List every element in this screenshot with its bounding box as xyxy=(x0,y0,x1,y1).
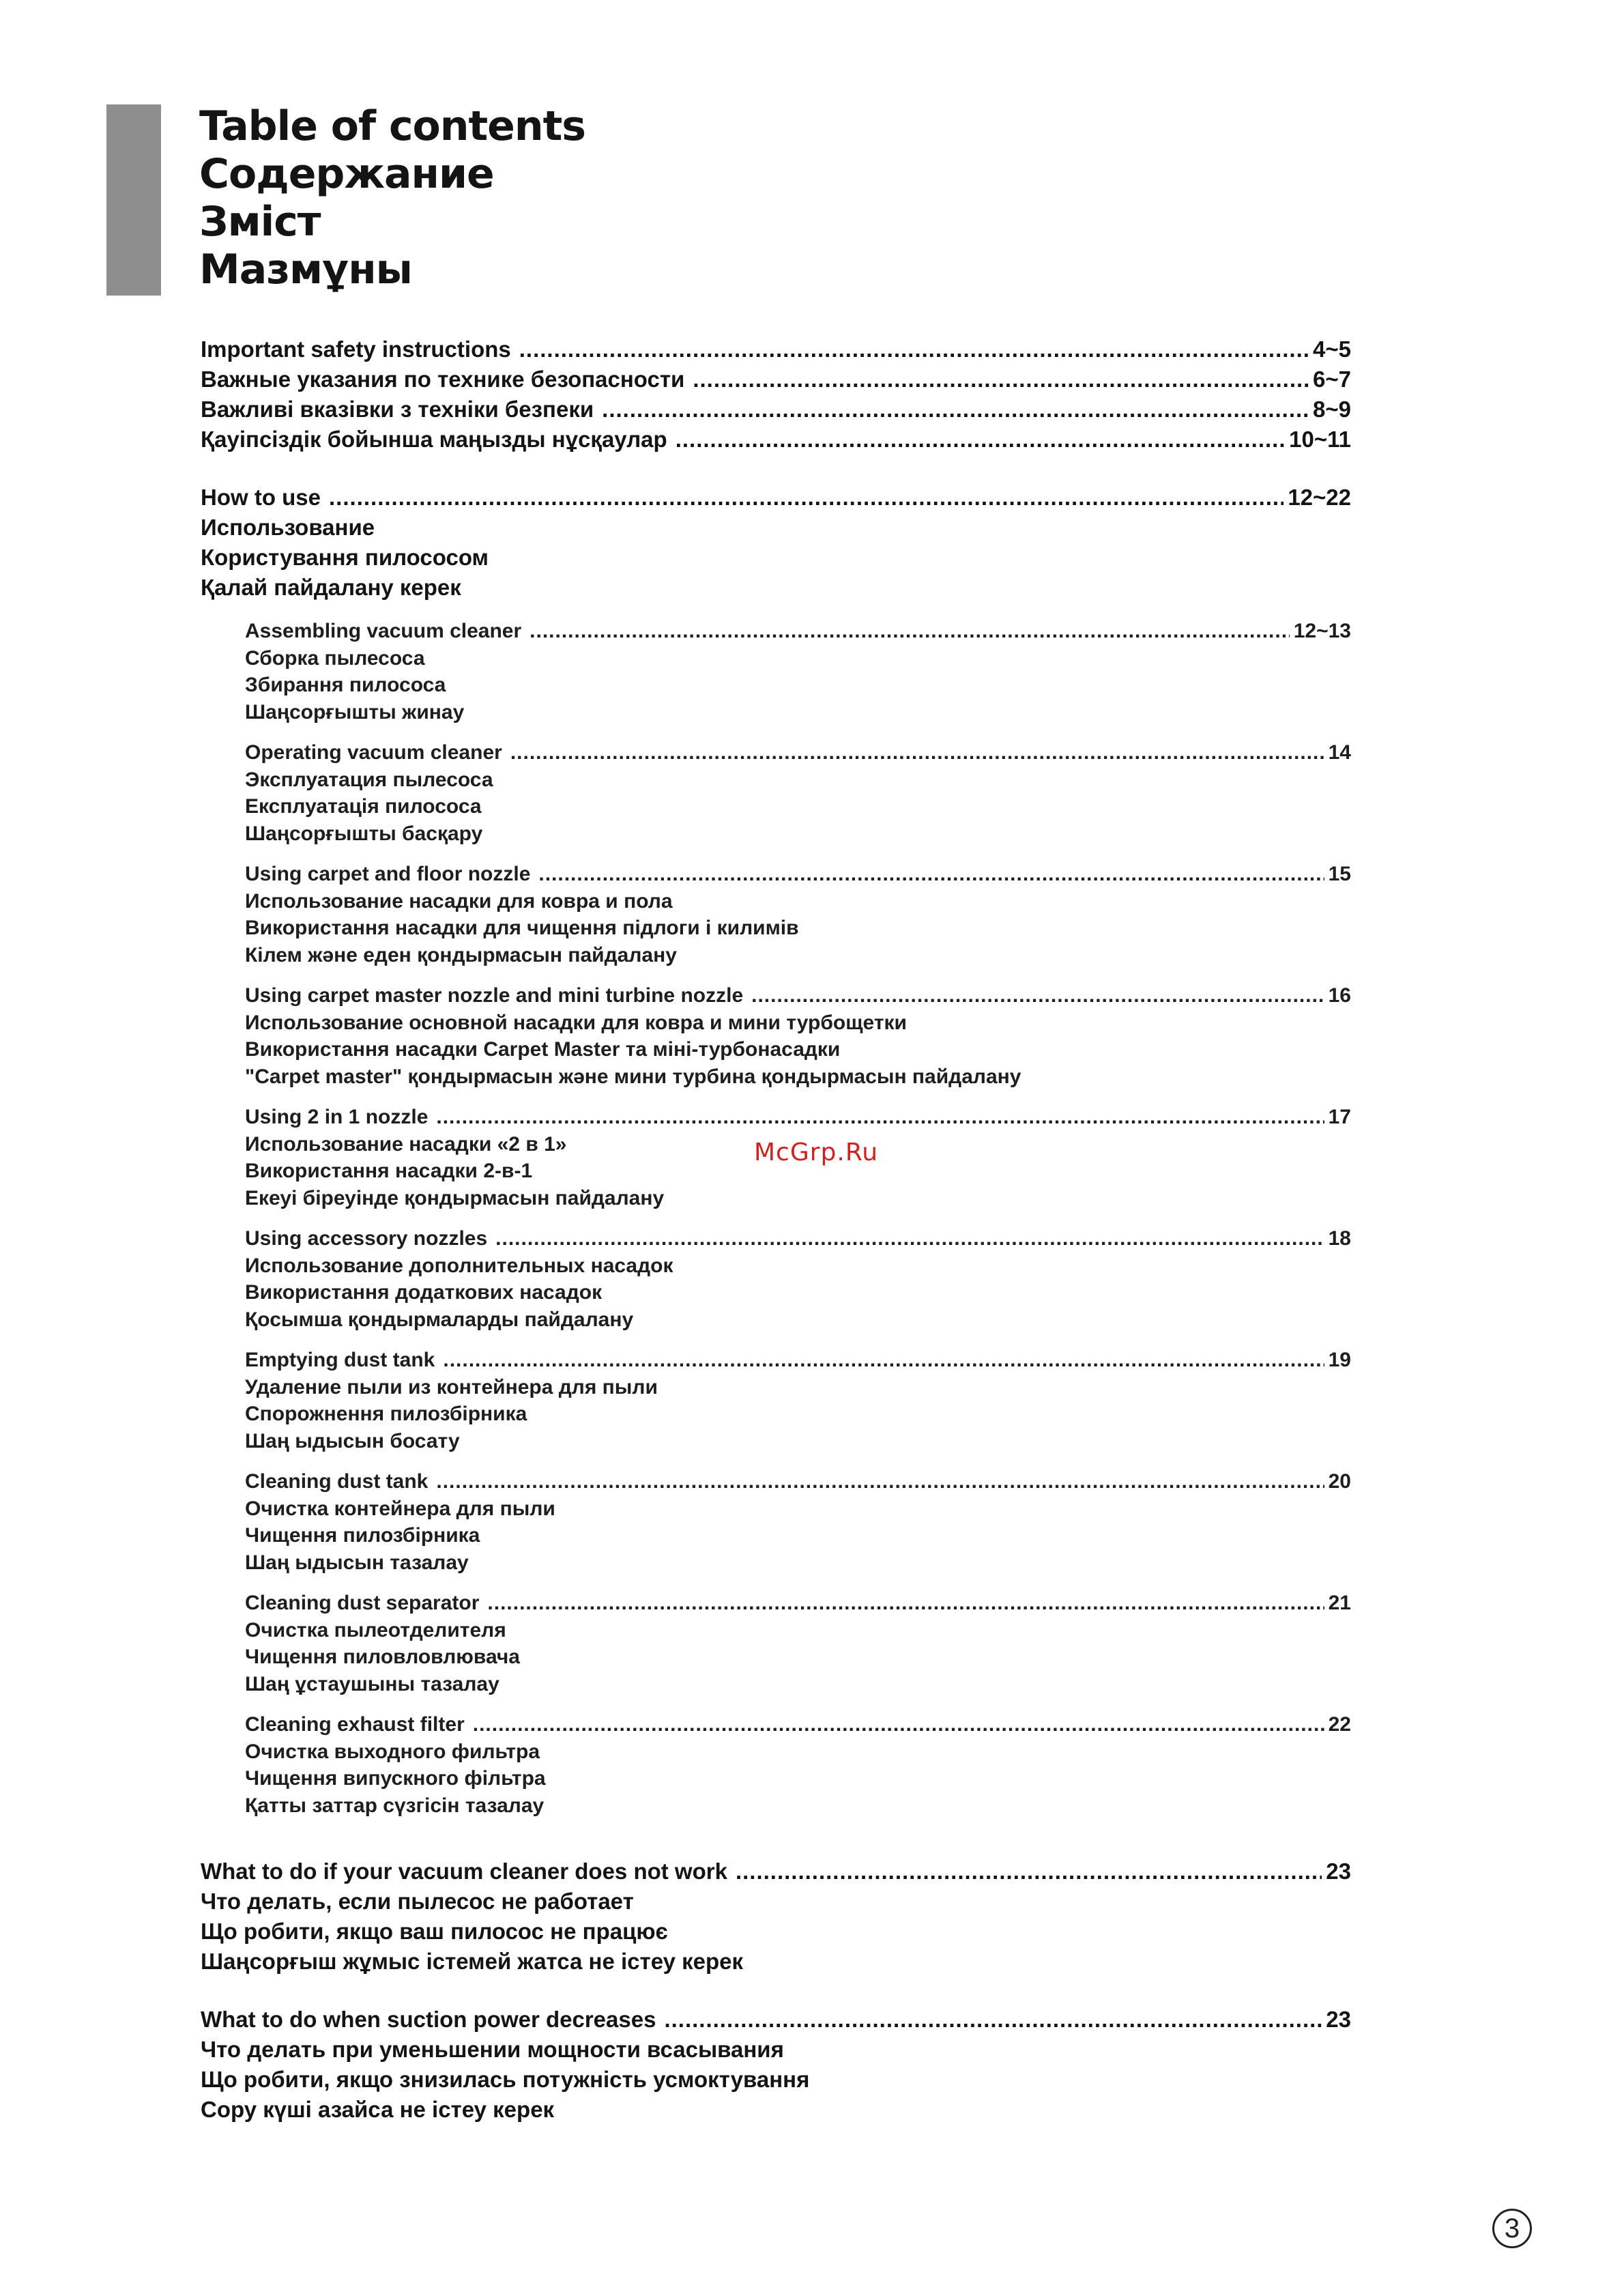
page-ref: 23 xyxy=(1326,2007,1351,2032)
toc-subsection[interactable]: Using accessory nozzles ..... 18 Использование дополнительных насадок Використання додаткових насадок Қосымша қондырмаларды пайдалану xyxy=(245,1225,1351,1333)
toc-entry[interactable]: What to do if your vacuum cleaner does not work ..... 23 xyxy=(201,1856,1351,1887)
toc-entry-translation: Користування пилососом xyxy=(201,545,489,570)
toc-subsection[interactable]: Using carpet and floor nozzle ..... 15 Использование насадки для ковра и пола Використання насадки для чищення підлоги і килимів Кілем және еден қондырмасын пайдалану xyxy=(245,861,1351,969)
toc-subsection[interactable]: Using carpet master nozzle and mini turbine nozzle ..... 16 Использование основной насадки для ковра и мини турбощетки Використання насадки Carpet Master та міні-турбонасадки "Carpet master" қондырмасын және мини турбина қондырмасын пайдалану xyxy=(245,982,1351,1090)
toc-entry[interactable]: Қауіпсіздік бойынша маңызды нұсқаулар ..... 10~11 xyxy=(201,425,1351,455)
page-ref: 15 xyxy=(1328,863,1351,885)
toc-list xyxy=(201,334,1351,2153)
toc-entry-translation: Що робити, якщо знизилась потужність усмоктування xyxy=(201,2067,810,2092)
watermark: McGrp.Ru xyxy=(754,1138,879,1166)
page-title xyxy=(199,102,585,293)
toc-subsection[interactable]: Assembling vacuum cleaner ..... 12~13 Сборка пылесоса Збирання пилососа Шаңсорғышты жинау xyxy=(245,618,1351,726)
toc-entry-translation: Шаңсорғыш жұмыс істемей жатса не істеу керек xyxy=(201,1949,744,1974)
toc-section-troubleshooting xyxy=(201,1856,1351,1977)
page-number: 3 xyxy=(1492,2209,1532,2248)
toc-subsection[interactable]: Cleaning exhaust filter ..... 22 Очистка выходного фильтра Чищення випускного фільтра Қатты заттар сүзгісін тазалау xyxy=(245,1711,1351,1819)
page-ref: 18 xyxy=(1328,1227,1351,1250)
page-ref: 4~5 xyxy=(1313,336,1351,362)
toc-entry-translation: Что делать при уменьшении мощности всасывания xyxy=(201,2037,784,2062)
toc-subsection[interactable]: Cleaning dust tank ..... 20 Очистка контейнера для пыли Чищення пилозбірника Шаң ыдысын тазалау xyxy=(245,1468,1351,1576)
toc-entry-translation: Қалай пайдалану керек xyxy=(201,575,461,600)
toc-section-safety xyxy=(201,334,1351,455)
toc-section-suction xyxy=(201,2005,1351,2125)
page-ref: 22 xyxy=(1328,1713,1351,1736)
title-ru: Содержание xyxy=(199,150,494,198)
title-uk: Зміст xyxy=(199,198,321,246)
toc-subsection[interactable]: Emptying dust tank ..... 19 Удаление пыли из контейнера для пыли Спорожнення пилозбірника Шаң ыдысын босату xyxy=(245,1347,1351,1454)
toc-entry[interactable]: Важливі вказівки з техніки безпеки ..... 8~9 xyxy=(201,395,1351,425)
page-ref: 21 xyxy=(1328,1592,1351,1614)
title-en: Table of contents xyxy=(199,102,585,150)
toc-entry[interactable]: Важные указания по технике безопасности ..... 6~7 xyxy=(201,364,1351,395)
toc-entry[interactable]: Important safety instructions ..... 4~5 xyxy=(201,334,1351,364)
toc-subsection[interactable]: Using 2 in 1 nozzle ..... 17 Использование насадки «2 в 1» Використання насадки 2-в-1 Екеуі біреуінде қондырмасын пайдалану xyxy=(245,1104,1351,1211)
toc-entry[interactable]: How to use ..... 12~22 xyxy=(201,483,1351,513)
side-accent-bar xyxy=(106,104,161,296)
toc-subsection[interactable]: Operating vacuum cleaner ..... 14 Эксплуатация пылесоса Експлуатація пилососа Шаңсорғышты басқару xyxy=(245,739,1351,847)
page-ref: 23 xyxy=(1326,1859,1351,1884)
toc-subsection[interactable]: Cleaning dust separator ..... 21 Очистка пылеотделителя Чищення пиловловлювача Шаң ұстаушыны тазалау xyxy=(245,1590,1351,1697)
page-ref: 19 xyxy=(1328,1349,1351,1371)
page-ref: 14 xyxy=(1328,741,1351,764)
page-ref: 8~9 xyxy=(1313,397,1351,422)
toc-entry-translation: Использование xyxy=(201,515,375,540)
page-ref: 12~13 xyxy=(1293,620,1351,642)
page-ref: 6~7 xyxy=(1313,367,1351,392)
page-ref: 10~11 xyxy=(1289,427,1351,452)
page-ref: 16 xyxy=(1328,984,1351,1007)
toc-entry-translation: Что делать, если пылесос не работает xyxy=(201,1889,634,1914)
toc-entry-translation: Сору күші азайса не істеу керек xyxy=(201,2097,555,2122)
page-ref: 20 xyxy=(1328,1470,1351,1493)
toc-entry-translation: Що робити, якщо ваш пилосос не працює xyxy=(201,1919,668,1944)
page-ref: 17 xyxy=(1328,1106,1351,1128)
page-ref: 12~22 xyxy=(1288,485,1351,510)
toc-subsection-list xyxy=(245,618,1351,1819)
toc-entry[interactable]: What to do when suction power decreases ..... 23 xyxy=(201,2005,1351,2035)
title-kk: Мазмұны xyxy=(199,246,412,293)
